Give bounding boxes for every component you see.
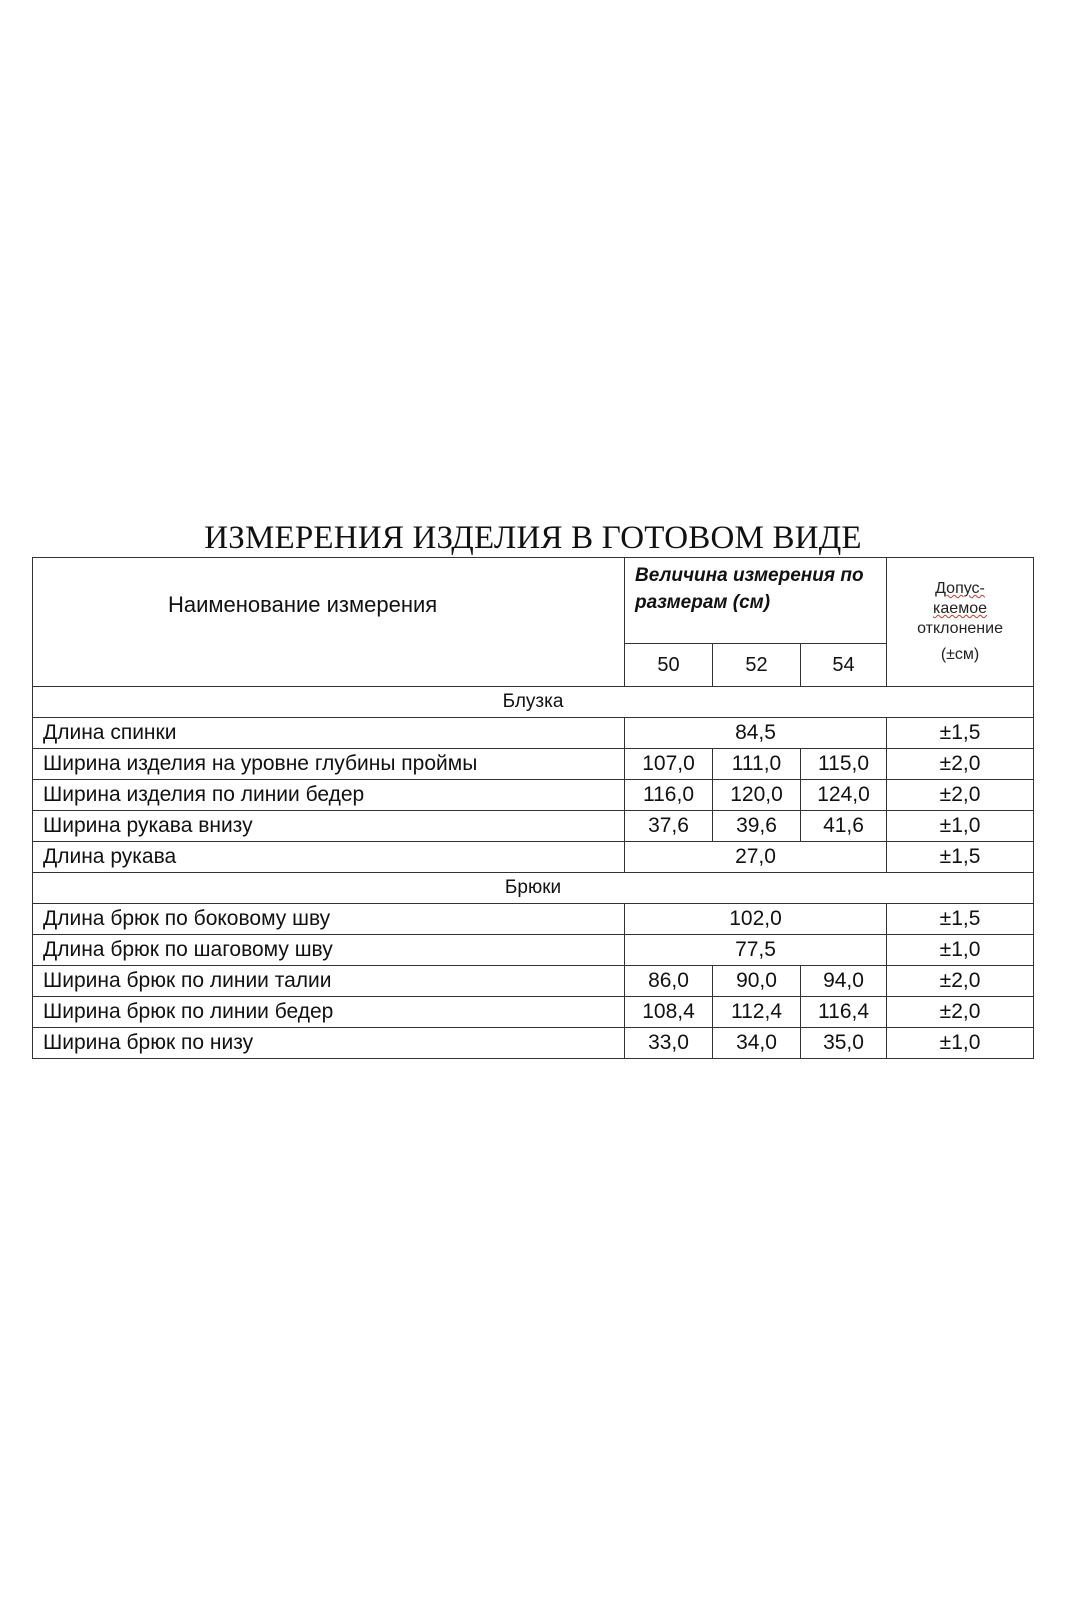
measurement-value-size-50: 108,4 — [625, 997, 713, 1028]
measurement-value-size-52: 120,0 — [713, 780, 801, 811]
measurement-value-size-54: 116,4 — [801, 997, 887, 1028]
section-row — [33, 687, 1034, 718]
measurement-value-size-52: 112,4 — [713, 997, 801, 1028]
tolerance-header-line1: Допус- — [935, 580, 985, 597]
measurement-value-all-sizes: 102,0 — [625, 904, 887, 935]
tolerance-value: ±2,0 — [887, 749, 1034, 780]
measurement-value-all-sizes: 27,0 — [625, 842, 887, 873]
measurement-name: Ширина рукава внизу — [33, 811, 625, 842]
tolerance-value: ±1,0 — [887, 1028, 1034, 1059]
measurement-value-size-50: 86,0 — [625, 966, 713, 997]
tolerance-value: ±1,0 — [887, 811, 1034, 842]
measurement-name: Длина рукава — [33, 842, 625, 873]
measurement-value-size-50: 33,0 — [625, 1028, 713, 1059]
measurement-name: Ширина изделия по линии бедер — [33, 780, 625, 811]
tolerance-header-line2: каемое — [933, 600, 987, 617]
tolerance-value: ±1,5 — [887, 842, 1034, 873]
size-50-header: 50 — [625, 644, 713, 687]
name-column-header: Наименование измерения — [33, 558, 625, 687]
measurement-name: Ширина брюк по низу — [33, 1028, 625, 1059]
section-row — [33, 873, 1034, 904]
table-row — [33, 811, 1034, 842]
tolerance-value: ±2,0 — [887, 997, 1034, 1028]
table-row — [33, 780, 1034, 811]
table-row — [33, 904, 1034, 935]
measurement-value-size-50: 107,0 — [625, 749, 713, 780]
table-row — [33, 997, 1034, 1028]
measurement-value-all-sizes: 77,5 — [625, 935, 887, 966]
measurement-name: Длина брюк по боковому шву — [33, 904, 625, 935]
table-row — [33, 718, 1034, 749]
measurement-value-size-54: 124,0 — [801, 780, 887, 811]
measurement-name: Длина спинки — [33, 718, 625, 749]
tolerance-column-header — [887, 558, 1034, 687]
measurement-value-size-54: 115,0 — [801, 749, 887, 780]
measurement-value-size-50: 37,6 — [625, 811, 713, 842]
measurement-value-size-52: 90,0 — [713, 966, 801, 997]
measurement-value-size-54: 41,6 — [801, 811, 887, 842]
measurement-name: Ширина брюк по линии талии — [33, 966, 625, 997]
measurements-table — [32, 557, 1034, 1059]
measurement-value-size-52: 34,0 — [713, 1028, 801, 1059]
tolerance-value: ±1,5 — [887, 718, 1034, 749]
table-row — [33, 935, 1034, 966]
measurement-value-size-52: 111,0 — [713, 749, 801, 780]
tolerance-value: ±1,5 — [887, 904, 1034, 935]
tolerance-header-line3: отклонение — [917, 620, 1003, 637]
section-title: Брюки — [33, 873, 1034, 904]
table-row — [33, 842, 1034, 873]
table-row — [33, 749, 1034, 780]
tolerance-value: ±2,0 — [887, 966, 1034, 997]
tolerance-value: ±2,0 — [887, 780, 1034, 811]
page-title: ИЗМЕРЕНИЯ ИЗДЕЛИЯ В ГОТОВОМ ВИДЕ — [204, 520, 862, 556]
measurement-name: Ширина изделия на уровне глубины проймы — [33, 749, 625, 780]
tolerance-value: ±1,0 — [887, 935, 1034, 966]
table-row — [33, 966, 1034, 997]
measurement-value-size-54: 35,0 — [801, 1028, 887, 1059]
size-54-header: 54 — [801, 644, 887, 687]
measurement-name: Длина брюк по шаговому шву — [33, 935, 625, 966]
size-52-header: 52 — [713, 644, 801, 687]
header-row — [33, 558, 1034, 644]
section-title: Блузка — [33, 687, 1034, 718]
measurement-value-all-sizes: 84,5 — [625, 718, 887, 749]
measurements-table-body — [33, 558, 1034, 1059]
measurement-value-size-52: 39,6 — [713, 811, 801, 842]
tolerance-header-line4: (±см) — [940, 646, 980, 663]
measurement-name: Ширина брюк по линии бедер — [33, 997, 625, 1028]
measurement-value-size-50: 116,0 — [625, 780, 713, 811]
table-row — [33, 1028, 1034, 1059]
measurement-value-size-54: 94,0 — [801, 966, 887, 997]
sizes-column-header: Величина измерения по размерам (см) — [625, 558, 887, 644]
